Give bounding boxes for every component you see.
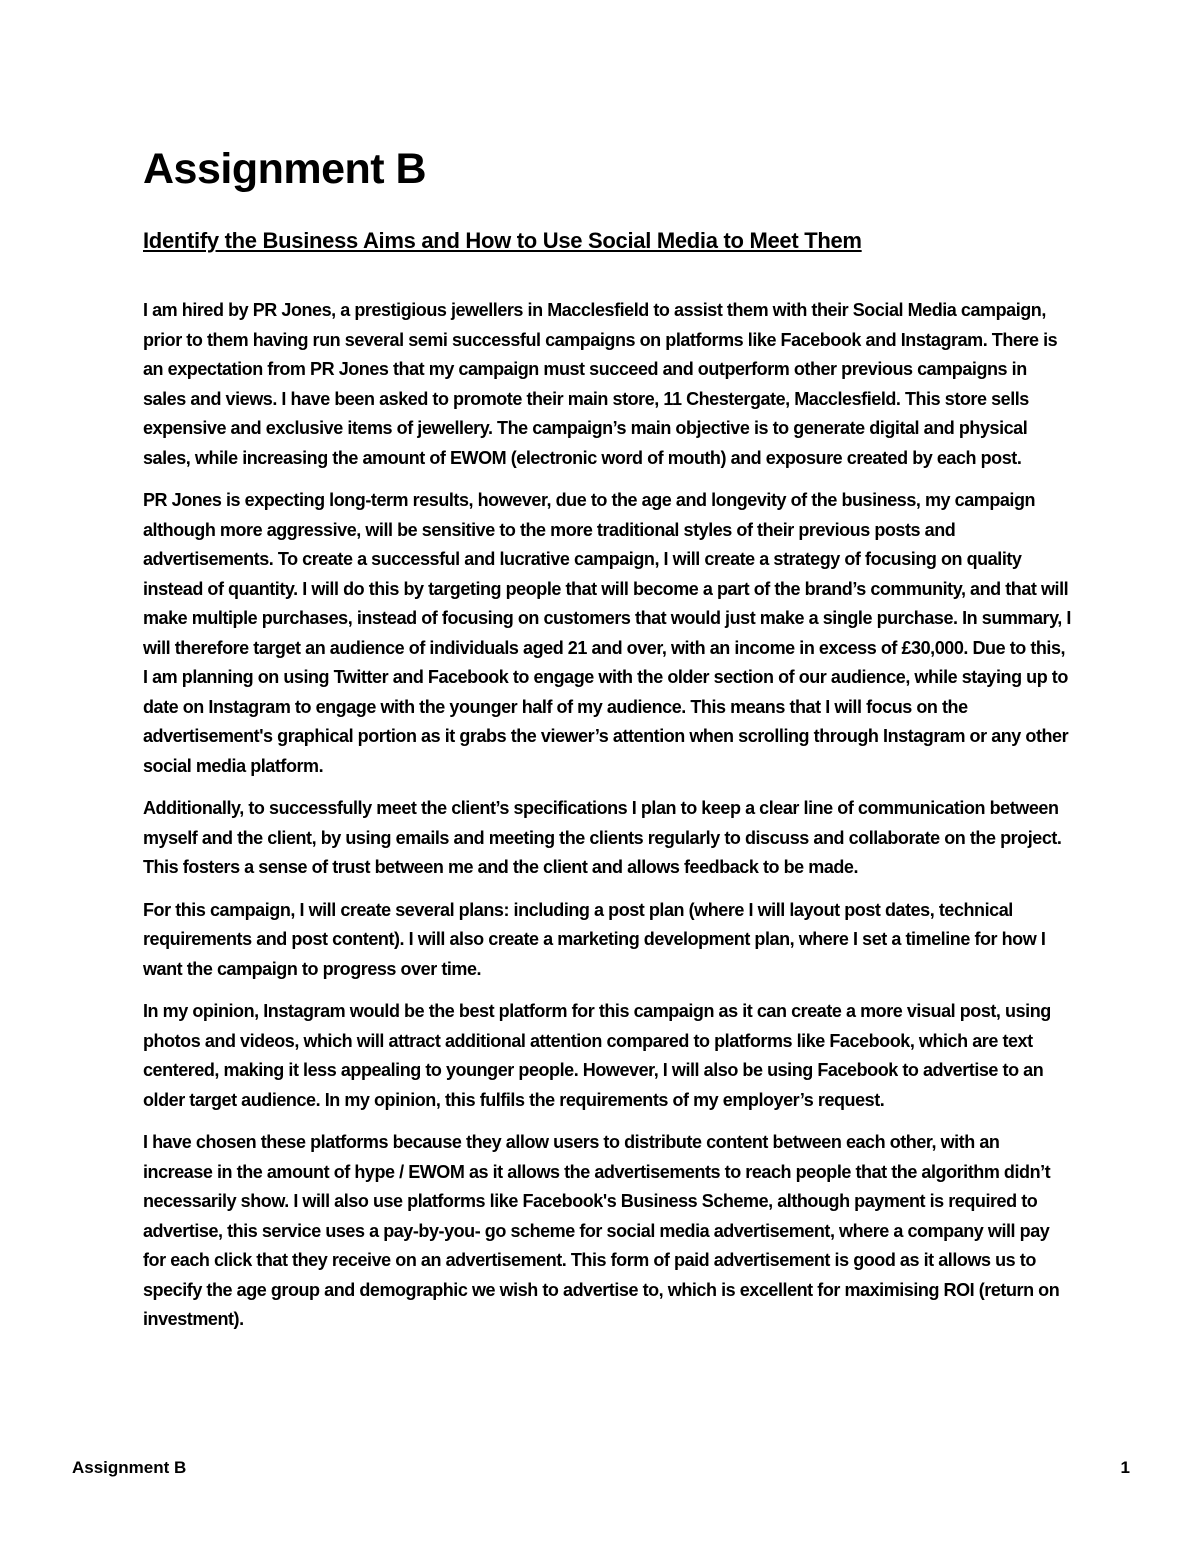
footer-document-title: Assignment B bbox=[72, 1458, 187, 1477]
section-heading: Identify the Business Aims and How to Use Social Media to Meet Them bbox=[143, 228, 862, 254]
paragraph: PR Jones is expecting long-term results, however, due to the age and longevity of the business, my campaign although more aggressive, will be sensitive to the more traditional styles of their previous posts and advertisements. To create a successful and lucrative campaign, I will create a strategy of focusing on quality instead of quantity. I will do this by targeting people that will become a part of the brand’s community, and that will make multiple purchases, instead of focusing on customers that would just make a single purchase. In summary, I will therefore target an audience of individuals aged 21 and over, with an income in excess of £30,000. Due to this, I am planning on using Twitter and Facebook to engage with the older section of our audience, while staying up to date on Instagram to engage with the younger half of my audience. This means that I will focus on the advertisement's graphical portion as it grabs the viewer’s attention when scrolling through Instagram or any other social media platform. bbox=[143, 490, 1071, 776]
document-body bbox=[143, 147, 1071, 1348]
paragraph: In my opinion, Instagram would be the best platform for this campaign as it can create a more visual post, using photos and videos, which will attract additional attention compared to platforms like Facebook, which are text centered, making it less appealing to younger people. However, I will also be using Facebook to advertise to an older target audience. In my opinion, this fulfils the requirements of my employer’s request. bbox=[143, 1001, 1051, 1110]
paragraph: I have chosen these platforms because they allow users to distribute content between each other, with an increase in the amount of hype / EWOM as it allows the advertisements to reach people that the algorithm didn’t necessarily show. I will also use platforms like Facebook's Business Scheme, although payment is required to advertise, this service uses a pay-by-you- go scheme for social media advertisement, where a company will pay for each click that they receive on an advertisement. This form of paid advertisement is good as it allows us to specify the age group and demographic we wish to advertise to, which is excellent for maximising ROI (return on investment). bbox=[143, 1132, 1060, 1330]
document-title: Assignment B bbox=[143, 145, 427, 193]
page-footer bbox=[72, 1458, 1130, 1478]
footer-page-number: 1 bbox=[1120, 1458, 1130, 1477]
paragraph: Additionally, to successfully meet the client’s specifications I plan to keep a clear line of communication between myself and the client, by using emails and meeting the clients regularly to discuss and collaborate on the project. This fosters a sense of trust between me and the client and allows feedback to be made. bbox=[143, 798, 1062, 878]
paragraph: I am hired by PR Jones, a prestigious jewellers in Macclesfield to assist them with their Social Media campaign, prior to them having run several semi successful campaigns on platforms like Facebook and Instagram. There is an expectation from PR Jones that my campaign must succeed and outperform other previous campaigns in sales and views. I have been asked to promote their main store, 11 Chestergate, Macclesfield. This store sells expensive and exclusive items of jewellery. The campaign’s main objective is to generate digital and physical sales, while increasing the amount of EWOM (electronic word of mouth) and exposure created by each post. bbox=[143, 300, 1058, 468]
paragraph: For this campaign, I will create several plans: including a post plan (where I will layout post dates, technical requirements and post content). I will also create a marketing development plan, where I set a timeline for how I want the campaign to progress over time. bbox=[143, 899, 1046, 979]
